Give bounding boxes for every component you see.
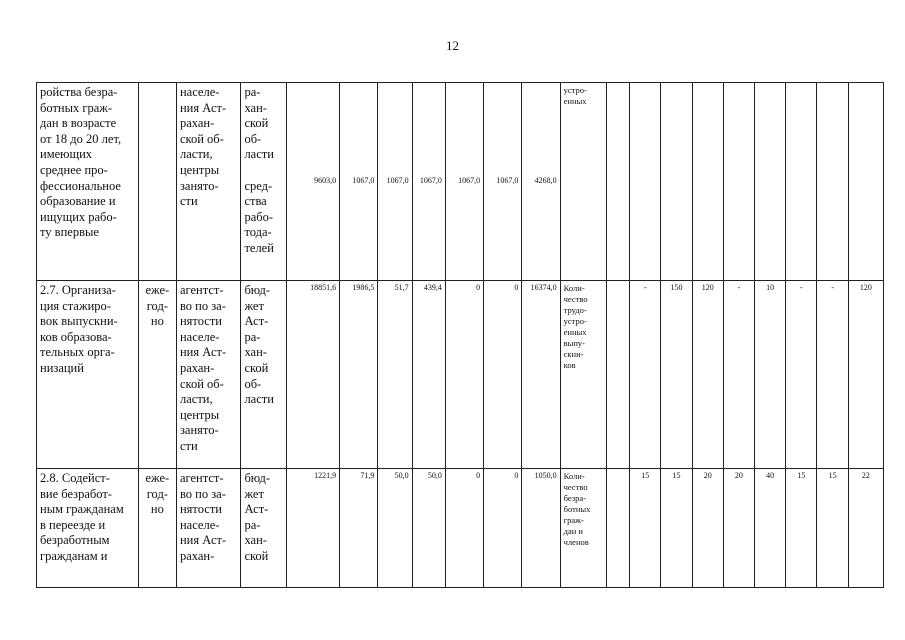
finance-year-cell: 439,4 [412,281,445,469]
source-cell: бюд- жет Аст- ра- хан- ской [241,469,286,588]
finance-year-cell: 16374,0 [522,281,560,469]
plan-cell: 15 [661,469,692,588]
table-row [37,469,884,588]
table-row [37,281,884,469]
plan-cell [692,83,723,281]
finance-year-cell: 0 [484,469,522,588]
executor-cell: населе- ния Аст- рахан- ской об- ласти, центры занято- сти [176,83,240,281]
plan-cell: 20 [723,469,754,588]
finance-year-cell: 0 [445,281,483,469]
plan-cell [848,83,883,281]
plan-cell [723,83,754,281]
finance-year-cell: 1067,0 [445,83,483,281]
plan-cell: 22 [848,469,883,588]
plan-cell: 15 [817,469,848,588]
source-cell: бюд- жет Аст- ра- хан- ской об- ласти [241,281,286,469]
plan-cell: - [817,281,848,469]
plan-cell [606,281,629,469]
plan-cell: 15 [786,469,817,588]
finance-year-cell: 1986,5 [340,281,378,469]
plan-cell [606,469,629,588]
plan-cell: - [630,281,661,469]
finance-total-cell: 9603,0 [286,83,339,281]
finance-year-cell: 71,9 [340,469,378,588]
period-cell [138,83,176,281]
plan-cell: 40 [755,469,786,588]
finance-total-cell: 18851,6 [286,281,339,469]
finance-year-cell: 51,7 [378,281,412,469]
activity-cell: 2.7. Организа- ция стажиро- вок выпускни- ков образова- тельных орга- низаций [37,281,139,469]
period-cell: еже- год- но [138,469,176,588]
finance-year-cell: 50,0 [412,469,445,588]
finance-year-cell: 4268,0 [522,83,560,281]
plan-cell: 15 [630,469,661,588]
page-number: 12 [446,38,459,53]
plan-cell [786,83,817,281]
activity-cell: ройства безра- ботных граж- дан в возрасте от 18 до 20 лет, имеющих среднее про- фессиональное образование и ищущих рабо- ту впервые [37,83,139,281]
plan-cell: - [723,281,754,469]
program-table [36,82,884,588]
finance-year-cell: 0 [445,469,483,588]
plan-cell [817,83,848,281]
source-cell: ра- хан- ской об- ласти сред- ства рабо- тода- телей [241,83,286,281]
plan-cell [661,83,692,281]
plan-cell: - [786,281,817,469]
plan-cell [630,83,661,281]
plan-cell: 120 [692,281,723,469]
indicator-cell: Коли- чество безра- ботных граж- дан и членов [560,469,606,588]
plan-cell [606,83,629,281]
finance-year-cell: 1067,0 [412,83,445,281]
finance-year-cell: 1067,0 [484,83,522,281]
plan-cell: 20 [692,469,723,588]
indicator-cell: Коли- чество трудо- устро- енных выпу- скни- ков [560,281,606,469]
indicator-cell: устро- енных [560,83,606,281]
period-cell: еже- год- но [138,281,176,469]
finance-year-cell: 1067,0 [340,83,378,281]
finance-total-cell: 1221,9 [286,469,339,588]
activity-cell: 2.8. Содейст- вие безработ- ным гражданам в переезде и безработным гражданам и [37,469,139,588]
plan-cell: 150 [661,281,692,469]
executor-cell: агентст- во по за- нятости населе- ния Аст- рахан- ской об- ласти, центры занято- сти [176,281,240,469]
plan-cell [755,83,786,281]
finance-year-cell: 0 [484,281,522,469]
plan-cell: 10 [755,281,786,469]
finance-year-cell: 1050,0 [522,469,560,588]
finance-year-cell: 50,0 [378,469,412,588]
table-row [37,83,884,281]
finance-year-cell: 1067,0 [378,83,412,281]
plan-cell: 120 [848,281,883,469]
executor-cell: агентст- во по за- нятости населе- ния Аст- рахан- [176,469,240,588]
